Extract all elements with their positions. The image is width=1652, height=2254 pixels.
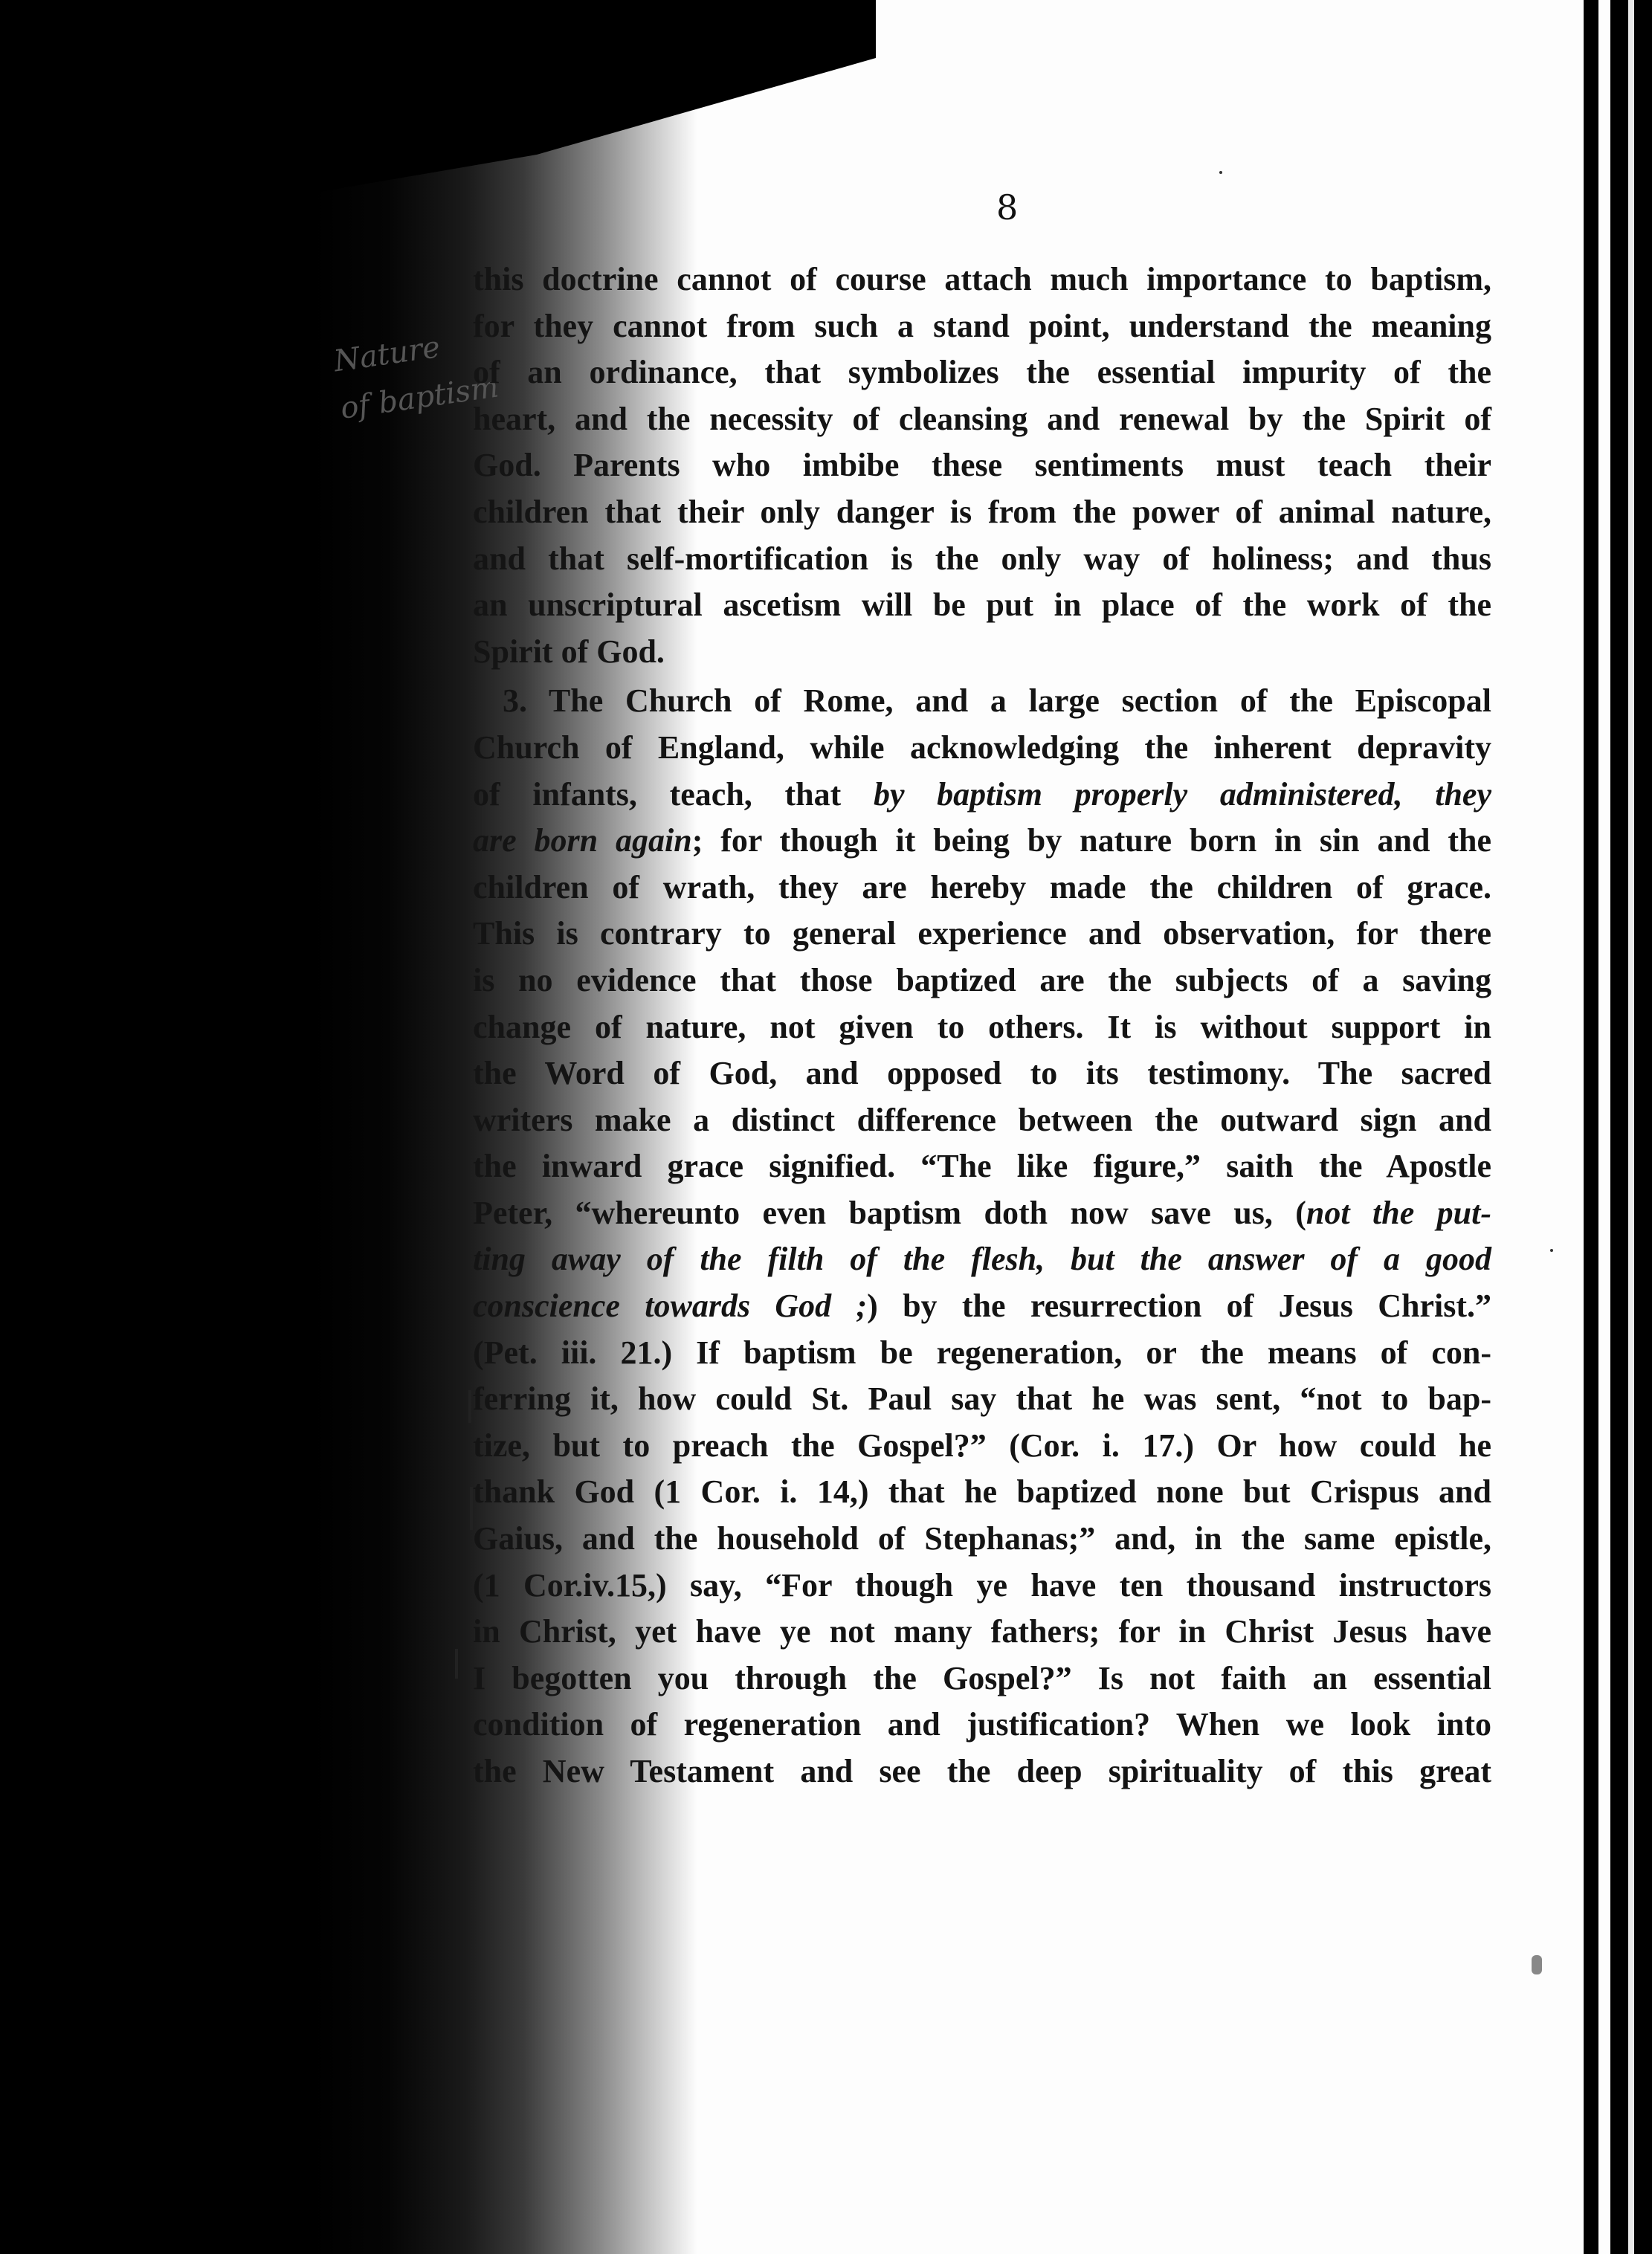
text-line: children that their only danger is from the power of animal nature, [473,493,1491,530]
text-line [473,678,1491,725]
margin-note-line-2: of baptism [338,369,501,426]
text-line: condition of regeneration and justification? When we look into [473,1706,1491,1743]
text-line: of an ordinance, that symbolizes the essential impurity of the [473,354,1491,391]
text-line: I begotten you through the Gospel?” Is not faith an essential [473,1659,1491,1696]
text-line: tize, but to preach the Gospel?” (Cor. i. 17.) Or how could he [473,1427,1491,1464]
text-line [473,1190,1491,1237]
page-number: 8 [996,187,1019,227]
text-line: thank God (1 Cor. i. 14,) that he baptized none but Crispus and [473,1473,1491,1511]
paper-speck [1532,1955,1542,1974]
text-line: ting away of the filth of the flesh, but the answer of a good [473,1241,1491,1278]
text-line: the Word of God, and opposed to its testimony. The sacred [473,1055,1491,1092]
text-line: in Christ, yet have ye not many fathers; for in Christ Jesus have [473,1613,1491,1650]
text-run: ) by the resurrection of Jesus Christ.” [867,1288,1491,1325]
body-text [473,256,1491,1795]
text-line: Gaius, and the household of Stephanas;” and, in the same epistle, [473,1520,1491,1557]
text-line: change of nature, not given to others. It is without support in [473,1008,1491,1045]
text-line: the inward grace signified. “The like figure,” saith the Apostle [473,1148,1491,1185]
paper-speck [1550,1249,1553,1252]
text-line: children of wrath, they are hereby made the children of grace. [473,868,1491,905]
text-line: (1 Cor.iv.15,) say, “For though ye have ten thousand instructors [473,1566,1491,1604]
text-line: this doctrine cannot of course attach much importance to baptism, [473,261,1491,297]
text-run: of infants, teach, that [473,775,874,813]
margin-pencil-mark [455,1649,458,1679]
text-line: and that self-mortification is the only way of holiness; and thus [473,540,1491,577]
text-line: (Pet. iii. 21.) If baptism be regeneration, or the means of con- [473,1334,1491,1371]
text-line: This is contrary to general experience and observation, for there [473,915,1491,952]
text-run: ; for though it being by nature born in sin and the [691,822,1491,859]
margin-pencil-mark [468,1390,471,1423]
paragraph-1 [473,256,1491,675]
text-line: writers make a distinct difference between the outward sign and [473,1101,1491,1138]
text-run: Peter, “whereunto even baptism doth now save us, ( [473,1194,1306,1231]
margin-note-line-1: Nature [332,329,442,379]
text-line: Church of England, while acknowledging the inherent depravity [473,729,1491,766]
text-line [473,818,1491,865]
text-line: ferring it, how could St. Paul say that he was sent, “not to bap- [473,1381,1491,1418]
text-line: the New Testament and see the deep spirituality of this great [473,1753,1491,1789]
text-line [473,1283,1491,1330]
paragraph-2 [473,678,1491,1795]
right-page-edge [1584,0,1652,2254]
text-line: for they cannot from such a stand point, understand the meaning [473,307,1491,344]
text-line: Spirit of God. [473,633,665,670]
italic-run: by baptism properly administered, they [873,775,1491,813]
right-page-edge-strip [1598,0,1610,2254]
text-line: God. Parents who imbibe these sentiments must teach their [473,447,1491,484]
text-run: 3. The Church of Rome, and a large section of the Episcopal [503,682,1491,720]
italic-run: not the put- [1306,1194,1491,1231]
text-line: an unscriptural ascetism will be put in place of the work of the [473,587,1491,624]
right-page-edge-strip-2 [1628,0,1634,2254]
italic-run: conscience towards God ; [473,1288,868,1325]
paper-speck [1219,171,1222,174]
text-line: heart, and the necessity of cleansing and renewal by the Spirit of [473,400,1491,437]
italic-run: are born again [473,822,692,859]
text-line: is no evidence that those baptized are the subjects of a saving [473,961,1491,998]
text-line [473,772,1491,818]
